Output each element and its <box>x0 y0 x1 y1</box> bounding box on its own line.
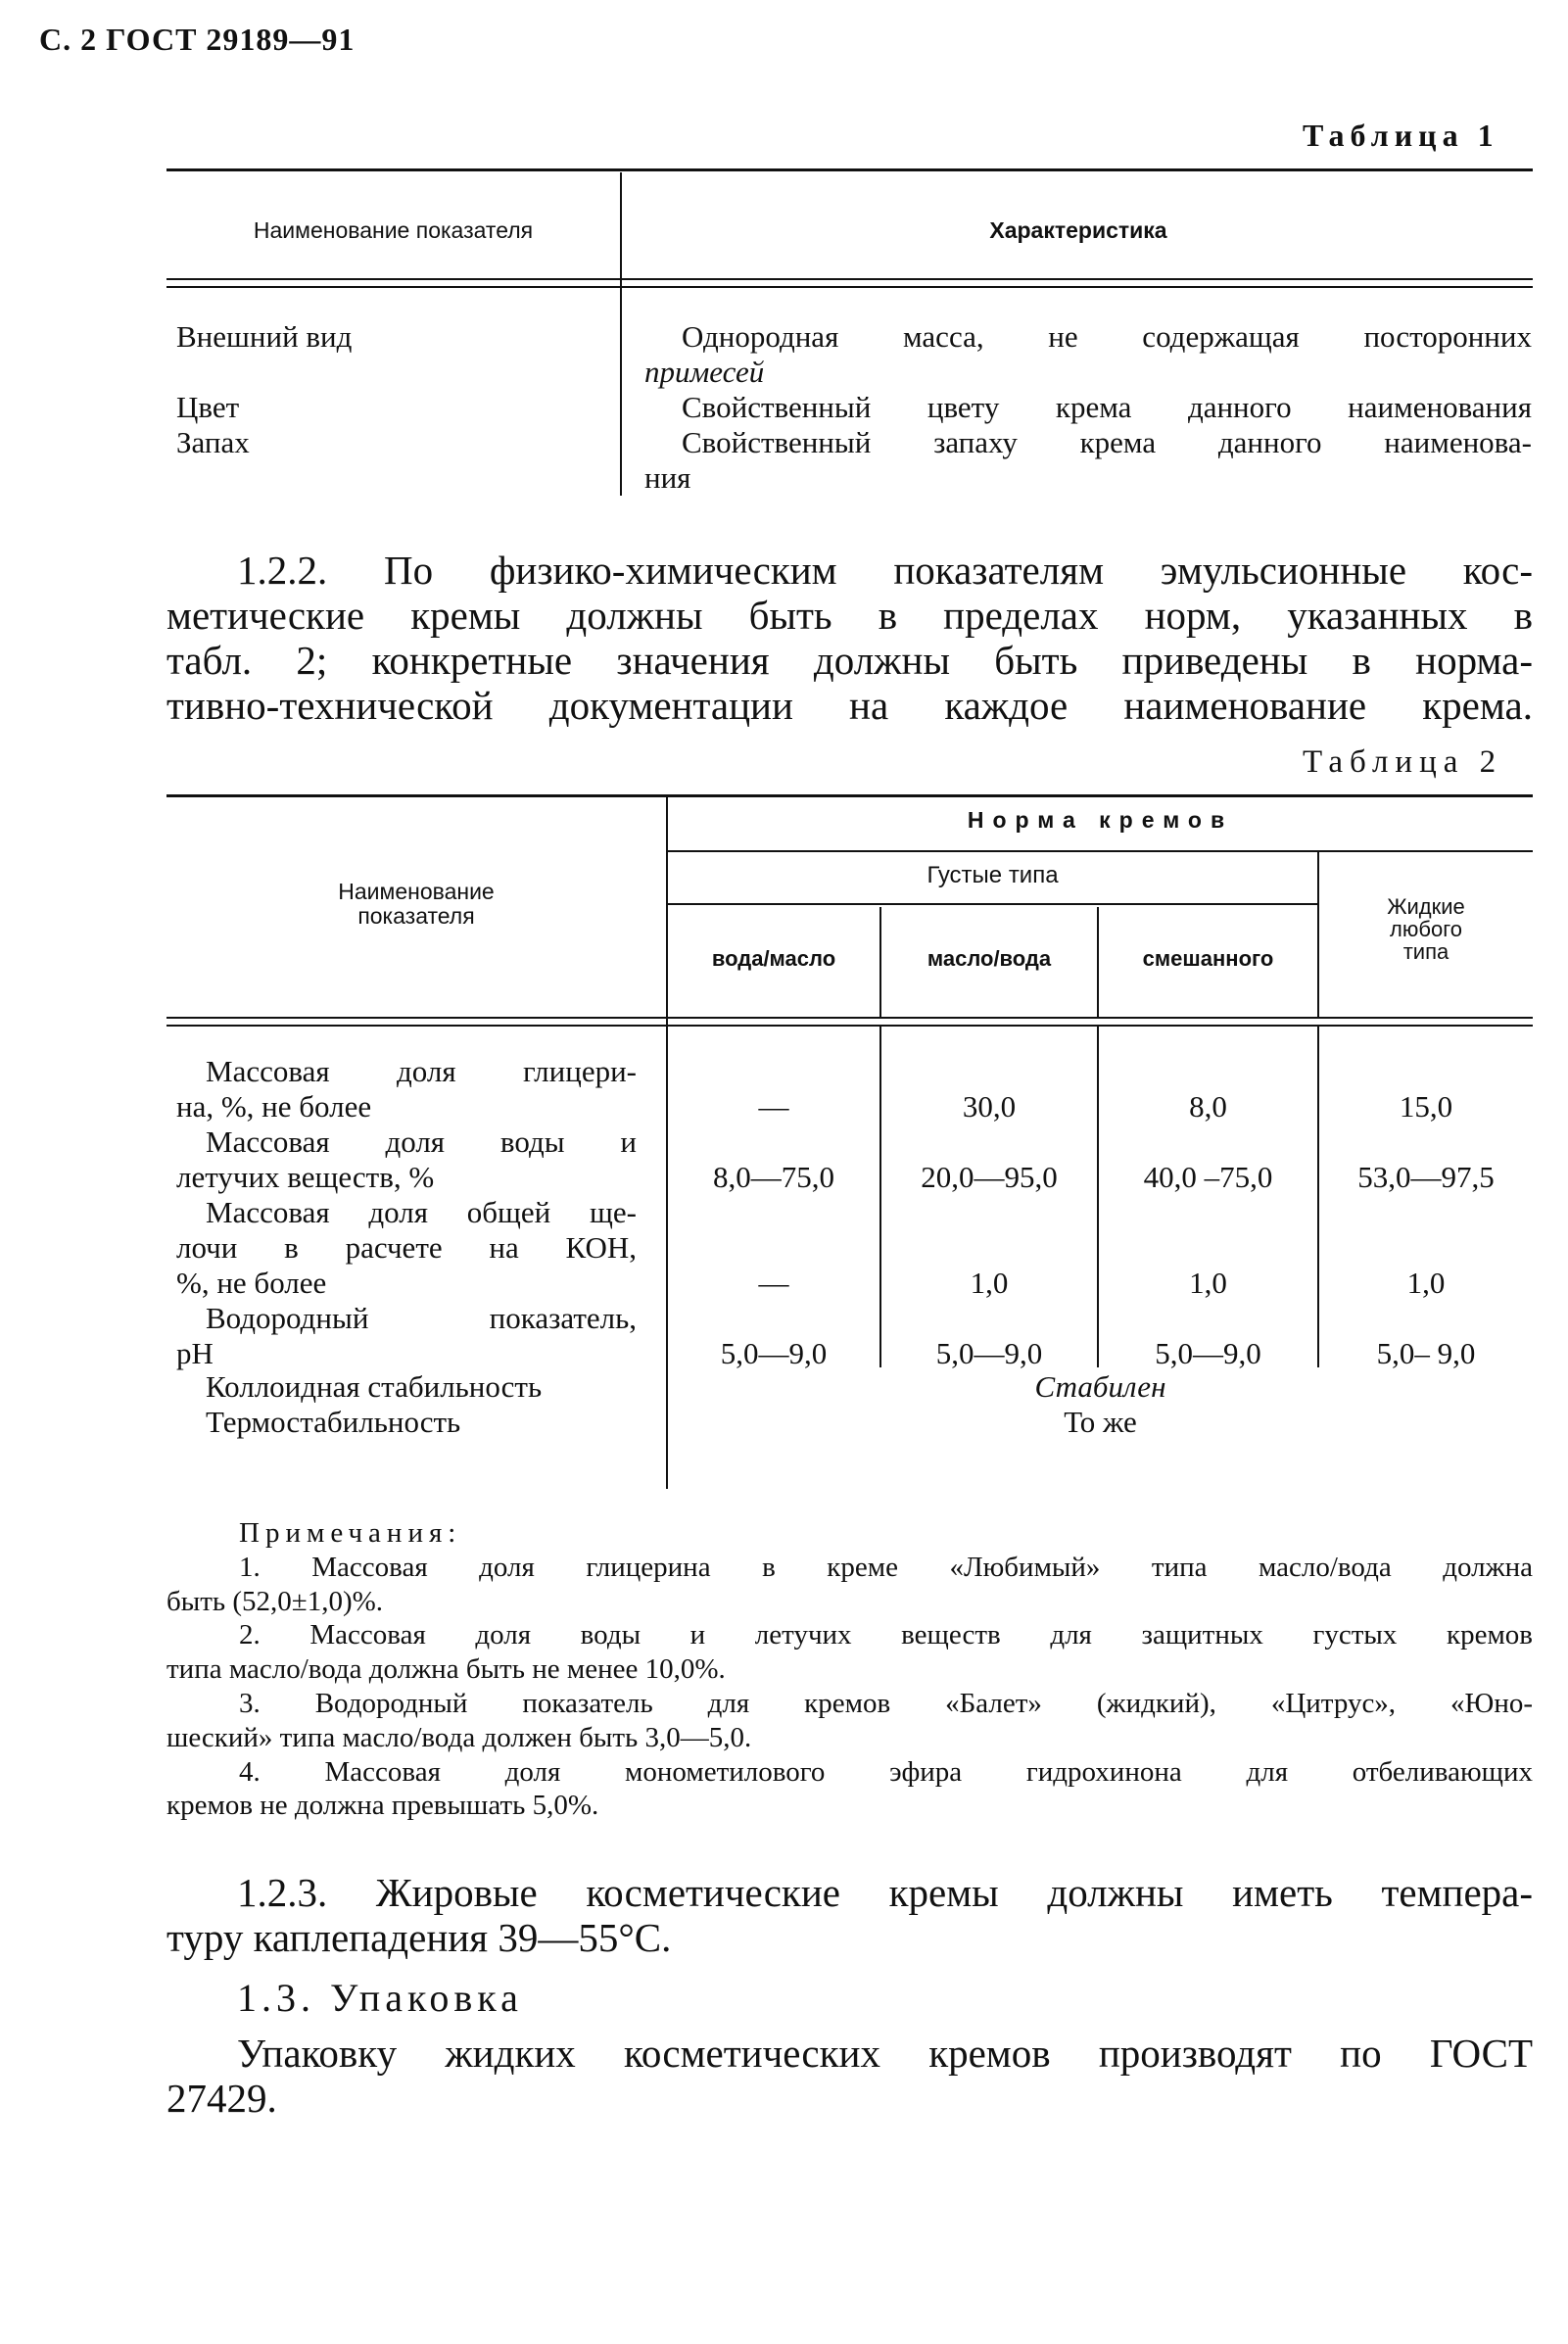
note-line: шеский» типа масло/вода должен быть 3,0—5,0. <box>166 1721 752 1753</box>
table2-thick-rule <box>668 903 1317 905</box>
name-line: на, %, не более <box>176 1089 372 1124</box>
table2-liquid-header <box>1319 895 1533 963</box>
table1-col-divider <box>620 172 622 496</box>
header-line: любого <box>1390 917 1462 942</box>
table2-cell: 1,0 <box>970 1266 1009 1300</box>
name-line: Массовая доля общей ще- <box>206 1195 637 1229</box>
table2-body-divider-3 <box>1317 1027 1319 1367</box>
section-heading: 1.3. Упаковка <box>237 1976 523 2020</box>
note-line: 3. Водородный показатель для кремов «Балет» (жидкий), «Цитрус», «Юно- <box>239 1687 1533 1719</box>
table2-merged-cell: Стабилен <box>1034 1369 1166 1404</box>
notes-title: Примечания: <box>239 1517 462 1549</box>
table2-cell: 8,0—75,0 <box>713 1160 834 1194</box>
table1-top-rule <box>166 168 1533 171</box>
name-line: Термостабильность <box>206 1405 461 1439</box>
table2-cell: 30,0 <box>962 1089 1017 1124</box>
paragraph-1-2-2 <box>166 549 1533 729</box>
table2-subheader-water-oil: вода/масло <box>711 946 836 971</box>
header-line: Наименование <box>338 879 495 904</box>
notes-block <box>166 1516 1533 1823</box>
table2-cell: — <box>758 1266 789 1300</box>
para-line: 27429. <box>166 2075 277 2121</box>
table1-row-value-cont: примесей <box>644 355 765 389</box>
para-line: туру каплепадения 39—55°С. <box>166 1914 672 1960</box>
table2-body-divider-2 <box>1097 1027 1099 1367</box>
table1-row-value: Однородная масса, не содержащая посторонних <box>682 319 1532 354</box>
table2-row-name <box>176 1054 637 1124</box>
table2-cell: — <box>758 1089 789 1124</box>
header-line: типа <box>1402 939 1449 965</box>
table1-header-rule-2 <box>166 286 1533 288</box>
table2-cell: 5,0—9,0 <box>1155 1336 1261 1370</box>
table1-title: Таблица 1 <box>1303 118 1499 153</box>
table2-cell: 5,0—9,0 <box>720 1336 828 1370</box>
table1-row-value-cont: ния <box>644 460 691 495</box>
note-line: 4. Массовая доля монометилового эфира гидрохинона для отбеливающих <box>239 1755 1533 1788</box>
table1-header-rule <box>166 278 1533 280</box>
name-line: Массовая доля глицери- <box>206 1054 637 1088</box>
table1-row-name: Цвет <box>176 390 240 424</box>
para-line: метические кремы должны быть в пределах норм, указанных в <box>166 592 1533 638</box>
table2-body-divider-1 <box>879 1027 881 1367</box>
note-line: быть (52,0±1,0)%. <box>166 1585 384 1617</box>
table2-row-name <box>176 1124 637 1195</box>
name-line: Водородный показатель, <box>206 1301 637 1335</box>
para-line: тивно-технической документации на каждое наименование крема. <box>166 682 1533 728</box>
table1-col1-header: Наименование показателя <box>253 217 534 243</box>
name-line: летучих веществ, % <box>176 1160 435 1194</box>
table2-cell: 15,0 <box>1399 1089 1453 1124</box>
table1-col2-header: Характеристика <box>989 217 1167 243</box>
table2-norm-rule <box>668 850 1533 852</box>
table2-title: Таблица 2 <box>1303 744 1503 780</box>
table2-header-rule <box>166 1017 1533 1019</box>
name-line: Массовая доля воды и <box>206 1124 637 1159</box>
table2-cell: 53,0—97,5 <box>1357 1160 1495 1194</box>
name-line: Коллоидная стабильность <box>206 1369 543 1404</box>
table1-row-name: Запах <box>176 425 250 459</box>
name-line: pH <box>176 1336 214 1370</box>
name-line: %, не более <box>176 1266 327 1300</box>
note-line: 1. Массовая доля глицерина в креме «Любимый» типа масло/вода должна <box>239 1551 1533 1583</box>
table2-cell: 20,0—95,0 <box>921 1160 1058 1194</box>
page-header: С. 2 ГОСТ 29189—91 <box>39 22 356 57</box>
table1-row-value: Свойственный цвету крема данного наименования <box>682 390 1532 424</box>
header-line: Жидкие <box>1387 894 1465 919</box>
table2-merged-cell: То же <box>1064 1405 1137 1439</box>
para-line: табл. 2; конкретные значения должны быть приведены в норма- <box>166 637 1533 683</box>
table1-row-value: Свойственный запаху крема данного наименова- <box>682 425 1532 459</box>
para-line: 1.2.2. По физико-химическим показателям эмульсионные кос- <box>237 548 1533 593</box>
table2-row-name <box>176 1405 637 1440</box>
para-line: 1.2.3. Жировые косметические кремы должны иметь темпера- <box>237 1870 1533 1915</box>
table2-cell: 8,0 <box>1189 1089 1227 1124</box>
paragraph-1-2-3 <box>166 1871 1533 1961</box>
note-line: типа масло/вода должна быть не менее 10,0%. <box>166 1653 726 1686</box>
table2-cell: 5,0—9,0 <box>935 1336 1043 1370</box>
table2-norm-header: Норма кремов <box>967 807 1234 833</box>
table2-row-name <box>176 1301 637 1371</box>
table2-subheader-mixed: смешанного <box>1142 946 1274 971</box>
note-line: кремов не должна превышать 5,0%. <box>166 1790 599 1822</box>
table2-cell: 40,0 –75,0 <box>1143 1160 1273 1194</box>
table2-thick-header: Густые типа <box>927 862 1059 888</box>
table2-cell: 5,0– 9,0 <box>1376 1336 1476 1370</box>
table2-row-name <box>176 1195 637 1301</box>
name-line: лочи в расчете на КОН, <box>176 1230 637 1265</box>
table1-row-name: Внешний вид <box>176 319 353 354</box>
table2-name-header <box>166 880 666 930</box>
table2-header-rule-2 <box>166 1025 1533 1027</box>
table2-cell: 1,0 <box>1189 1266 1227 1300</box>
table2-cell: 1,0 <box>1406 1266 1446 1300</box>
paragraph-1-3 <box>166 2032 1533 2122</box>
para-line: Упаковку жидких косметических кремов производят по ГОСТ <box>237 2031 1533 2076</box>
note-line: 2. Массовая доля воды и летучих веществ для защитных густых кремов <box>239 1619 1533 1651</box>
table2-top-rule <box>166 794 1533 797</box>
table2-subheader-oil-water: масло/вода <box>927 946 1052 971</box>
table2-row-name <box>176 1369 637 1405</box>
header-line: показателя <box>357 903 475 930</box>
